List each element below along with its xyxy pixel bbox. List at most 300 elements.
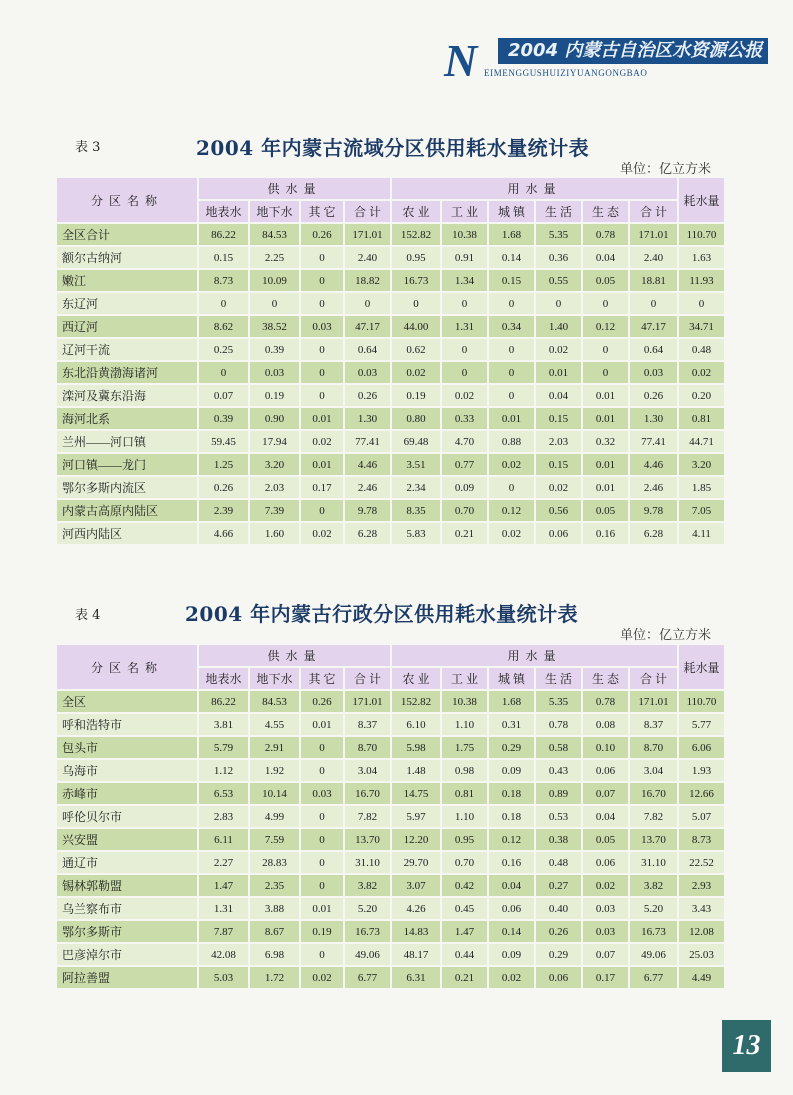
table-cell: 0: [301, 829, 343, 850]
table-cell: 6.11: [199, 829, 248, 850]
table-cell: 0.01: [301, 454, 343, 475]
table-cell: 0.06: [583, 852, 628, 873]
row-name: 通辽市: [57, 852, 197, 873]
row-name: 额尔古纳河: [57, 247, 197, 268]
table-cell: 1.92: [250, 760, 299, 781]
table-cell: 0.58: [536, 737, 581, 758]
table-cell: 0.01: [583, 454, 628, 475]
table-cell: 86.22: [199, 691, 248, 712]
table-cell: 2.93: [679, 875, 724, 896]
table-cell: 0.01: [301, 898, 343, 919]
table-cell: 0.15: [536, 408, 581, 429]
table-cell: 0: [301, 247, 343, 268]
table-cell: 0.03: [583, 921, 628, 942]
column-subheader: 生 态: [583, 668, 628, 689]
table-cell: 14.75: [392, 783, 440, 804]
table-cell: 0: [301, 806, 343, 827]
page-header: [0, 0, 793, 90]
table-cell: 1.25: [199, 454, 248, 475]
table-cell: 44.71: [679, 431, 724, 452]
table-cell: 6.98: [250, 944, 299, 965]
table-cell: 5.77: [679, 714, 724, 735]
table-cell: 1.47: [199, 875, 248, 896]
table-cell: 0.95: [442, 829, 487, 850]
column-header-name: 分区名称: [57, 178, 197, 222]
table-cell: 0.29: [489, 737, 534, 758]
column-subheader: 合 计: [345, 668, 390, 689]
table-cell: 5.35: [536, 224, 581, 245]
table-cell: 69.48: [392, 431, 440, 452]
table-cell: 0.53: [536, 806, 581, 827]
table-cell: 0.03: [583, 898, 628, 919]
column-header-supply: 供水量: [199, 178, 390, 199]
column-subheader: 工 业: [442, 668, 487, 689]
table-cell: 0: [442, 293, 487, 314]
table-cell: 17.94: [250, 431, 299, 452]
table-row: [57, 270, 724, 291]
table-cell: 0.04: [489, 875, 534, 896]
table-cell: 0.19: [301, 921, 343, 942]
table-cell: 0.05: [583, 270, 628, 291]
table-cell: 8.67: [250, 921, 299, 942]
row-name: 全区合计: [57, 224, 197, 245]
table-cell: 16.70: [345, 783, 390, 804]
table-cell: 2.40: [630, 247, 677, 268]
table-cell: 110.70: [679, 224, 724, 245]
table-cell: 4.99: [250, 806, 299, 827]
table-cell: 0.09: [489, 760, 534, 781]
table-cell: 0: [301, 500, 343, 521]
row-name: 巴彦淖尔市: [57, 944, 197, 965]
table-cell: 31.10: [630, 852, 677, 873]
row-name: 河西内陆区: [57, 523, 197, 544]
table-cell: 171.01: [345, 224, 390, 245]
row-name: 赤峰市: [57, 783, 197, 804]
table-row: [57, 293, 724, 314]
column-header-supply: 供水量: [199, 645, 390, 666]
table-cell: 0.43: [536, 760, 581, 781]
table-cell: 3.88: [250, 898, 299, 919]
table-cell: 0.12: [583, 316, 628, 337]
table-cell: 22.52: [679, 852, 724, 873]
table-row: [57, 783, 724, 804]
table-cell: 0.26: [301, 691, 343, 712]
table-cell: 0.02: [442, 385, 487, 406]
table-cell: 0.80: [392, 408, 440, 429]
table-cell: 44.00: [392, 316, 440, 337]
table-cell: 0.48: [536, 852, 581, 873]
table-cell: 3.04: [345, 760, 390, 781]
table-cell: 5.07: [679, 806, 724, 827]
column-header-use: 用水量: [392, 645, 677, 666]
table-cell: 0.02: [489, 454, 534, 475]
row-name: 兴安盟: [57, 829, 197, 850]
row-name: 锡林郭勒盟: [57, 875, 197, 896]
row-name: 呼伦贝尔市: [57, 806, 197, 827]
table-cell: 5.98: [392, 737, 440, 758]
table-cell: 4.46: [345, 454, 390, 475]
column-subheader: 地表水: [199, 201, 248, 222]
table-cell: 2.25: [250, 247, 299, 268]
table-cell: 6.10: [392, 714, 440, 735]
table-cell: 0.91: [442, 247, 487, 268]
table-cell: 2.34: [392, 477, 440, 498]
table-cell: 49.06: [630, 944, 677, 965]
table-cell: 0.78: [583, 224, 628, 245]
table-cell: 0: [536, 293, 581, 314]
table4-title: 2004 年内蒙古行政分区供用耗水量统计表: [185, 602, 579, 626]
table-cell: 0: [489, 477, 534, 498]
table-cell: 0: [679, 293, 724, 314]
table-cell: 6.06: [679, 737, 724, 758]
table-cell: 0: [199, 362, 248, 383]
table-cell: 1.85: [679, 477, 724, 498]
table-row: [57, 362, 724, 383]
column-subheader: 其 它: [301, 201, 343, 222]
table-cell: 171.01: [630, 691, 677, 712]
table-cell: 0.40: [536, 898, 581, 919]
table-row: [57, 944, 724, 965]
table-cell: 3.81: [199, 714, 248, 735]
table-cell: 0.42: [442, 875, 487, 896]
table3-title: 2004 年内蒙古流域分区供用耗水量统计表: [196, 136, 590, 160]
table-cell: 16.73: [345, 921, 390, 942]
table-cell: 0: [301, 760, 343, 781]
table-cell: 0.01: [583, 385, 628, 406]
table-row: [57, 921, 724, 942]
table-cell: 7.05: [679, 500, 724, 521]
table-cell: 9.78: [345, 500, 390, 521]
table-cell: 0.77: [442, 454, 487, 475]
row-name: 乌海市: [57, 760, 197, 781]
table-cell: 0.26: [301, 224, 343, 245]
table-cell: 0.01: [583, 477, 628, 498]
row-name: 鄂尔多斯内流区: [57, 477, 197, 498]
table-cell: 0.08: [583, 714, 628, 735]
row-name: 东北沿黄渤海诸河: [57, 362, 197, 383]
column-header-consume: 耗水量: [679, 178, 724, 222]
table-cell: 0.20: [679, 385, 724, 406]
table-row: [57, 431, 724, 452]
table-cell: 0.01: [489, 408, 534, 429]
table-cell: 0.70: [442, 852, 487, 873]
table-cell: 0.02: [536, 339, 581, 360]
table-cell: 0.27: [536, 875, 581, 896]
table-cell: 0.06: [536, 967, 581, 988]
table-cell: 0: [489, 362, 534, 383]
table-cell: 0.04: [583, 806, 628, 827]
table-cell: 0.02: [679, 362, 724, 383]
table-cell: 2.27: [199, 852, 248, 873]
table-cell: 5.20: [630, 898, 677, 919]
column-subheader: 地下水: [250, 668, 299, 689]
table-cell: 0.16: [489, 852, 534, 873]
table-cell: 0.17: [583, 967, 628, 988]
table3-label: 表 3: [75, 140, 101, 155]
table-cell: 3.82: [345, 875, 390, 896]
column-subheader: 农 业: [392, 668, 440, 689]
table-cell: 86.22: [199, 224, 248, 245]
row-name: 辽河干流: [57, 339, 197, 360]
table-cell: 0.06: [489, 898, 534, 919]
table-cell: 2.03: [536, 431, 581, 452]
table-row: [57, 385, 724, 406]
column-header-use: 用水量: [392, 178, 677, 199]
table-cell: 0.02: [301, 967, 343, 988]
table-cell: 1.10: [442, 806, 487, 827]
table-cell: 0.78: [583, 691, 628, 712]
row-name: 鄂尔多斯市: [57, 921, 197, 942]
table-cell: 2.03: [250, 477, 299, 498]
table-cell: 0.01: [536, 362, 581, 383]
table-cell: 7.82: [345, 806, 390, 827]
row-name: 河口镇——龙门: [57, 454, 197, 475]
table-cell: 1.47: [442, 921, 487, 942]
table-cell: 0.55: [536, 270, 581, 291]
header-row: [57, 178, 724, 199]
table-cell: 12.20: [392, 829, 440, 850]
table-cell: 0.02: [392, 362, 440, 383]
table-cell: 0.21: [442, 523, 487, 544]
table-row: [57, 875, 724, 896]
table-cell: 77.41: [345, 431, 390, 452]
table-cell: 0.39: [199, 408, 248, 429]
table-cell: 84.53: [250, 224, 299, 245]
table-cell: 4.49: [679, 967, 724, 988]
table-cell: 0.04: [536, 385, 581, 406]
table-cell: 77.41: [630, 431, 677, 452]
table-cell: 0.14: [489, 921, 534, 942]
table-cell: 0: [301, 293, 343, 314]
table-cell: 0.62: [392, 339, 440, 360]
table-cell: 7.87: [199, 921, 248, 942]
column-subheader: 农 业: [392, 201, 440, 222]
table-cell: 0.02: [301, 523, 343, 544]
table-cell: 2.39: [199, 500, 248, 521]
table-cell: 3.20: [679, 454, 724, 475]
column-subheader: 城 镇: [489, 668, 534, 689]
table-cell: 13.70: [630, 829, 677, 850]
column-subheader: 地表水: [199, 668, 248, 689]
table-cell: 1.12: [199, 760, 248, 781]
table-cell: 8.70: [630, 737, 677, 758]
table4-label: 表 4: [75, 608, 101, 623]
table-cell: 0.38: [536, 829, 581, 850]
table-cell: 16.73: [392, 270, 440, 291]
table-cell: 0.15: [199, 247, 248, 268]
table-cell: 0.39: [250, 339, 299, 360]
table-cell: 0.34: [489, 316, 534, 337]
table-cell: 3.51: [392, 454, 440, 475]
table-cell: 0: [301, 362, 343, 383]
table-cell: 0: [199, 293, 248, 314]
table-cell: 0.26: [345, 385, 390, 406]
row-name: 乌兰察布市: [57, 898, 197, 919]
table-cell: 38.52: [250, 316, 299, 337]
table-cell: 0.19: [250, 385, 299, 406]
table-cell: 12.66: [679, 783, 724, 804]
table-cell: 5.83: [392, 523, 440, 544]
table-row: [57, 760, 724, 781]
table-cell: 0.02: [536, 477, 581, 498]
table-cell: 1.31: [442, 316, 487, 337]
table-cell: 28.83: [250, 852, 299, 873]
table-cell: 0.04: [583, 247, 628, 268]
table-cell: 4.11: [679, 523, 724, 544]
page-number: 13: [722, 1020, 771, 1072]
table-cell: 0.15: [536, 454, 581, 475]
table-cell: 0: [583, 339, 628, 360]
table-cell: 6.28: [630, 523, 677, 544]
table-cell: 0: [392, 293, 440, 314]
table-cell: 0.45: [442, 898, 487, 919]
table-cell: 3.04: [630, 760, 677, 781]
table-cell: 18.82: [345, 270, 390, 291]
table-cell: 47.17: [630, 316, 677, 337]
table-cell: 0.88: [489, 431, 534, 452]
table-row: [57, 898, 724, 919]
table-cell: 4.46: [630, 454, 677, 475]
table-cell: 3.07: [392, 875, 440, 896]
row-name: 全区: [57, 691, 197, 712]
table-cell: 0.98: [442, 760, 487, 781]
table-cell: 0.17: [301, 477, 343, 498]
table-cell: 0.03: [301, 316, 343, 337]
table-cell: 8.70: [345, 737, 390, 758]
table-cell: 0.31: [489, 714, 534, 735]
column-header-consume: 耗水量: [679, 645, 724, 689]
table-cell: 0.09: [489, 944, 534, 965]
table-cell: 7.59: [250, 829, 299, 850]
table-cell: 6.77: [630, 967, 677, 988]
table-cell: 4.70: [442, 431, 487, 452]
header-row: [57, 645, 724, 666]
column-header-name: 分区名称: [57, 645, 197, 689]
table-cell: 152.82: [392, 691, 440, 712]
table-cell: 31.10: [345, 852, 390, 873]
table-cell: 1.10: [442, 714, 487, 735]
table-cell: 0.12: [489, 500, 534, 521]
table-cell: 84.53: [250, 691, 299, 712]
table-cell: 1.63: [679, 247, 724, 268]
table-cell: 5.35: [536, 691, 581, 712]
column-subheader: 生 活: [536, 668, 581, 689]
table-cell: 6.28: [345, 523, 390, 544]
table-cell: 0.02: [489, 523, 534, 544]
table-cell: 4.26: [392, 898, 440, 919]
table-cell: 0.09: [442, 477, 487, 498]
table-cell: 0.36: [536, 247, 581, 268]
table-row: [57, 967, 724, 988]
table-cell: 59.45: [199, 431, 248, 452]
table-cell: 0.78: [536, 714, 581, 735]
table-cell: 4.66: [199, 523, 248, 544]
row-name: 兰州——河口镇: [57, 431, 197, 452]
table-row: [57, 477, 724, 498]
column-subheader: 合 计: [630, 668, 677, 689]
table-cell: 0: [583, 293, 628, 314]
table-cell: 47.17: [345, 316, 390, 337]
table-cell: 0.03: [345, 362, 390, 383]
table-cell: 10.14: [250, 783, 299, 804]
table-cell: 1.31: [199, 898, 248, 919]
row-name: 海河北系: [57, 408, 197, 429]
table-cell: 2.91: [250, 737, 299, 758]
table-cell: 0.70: [442, 500, 487, 521]
table-cell: 1.68: [489, 224, 534, 245]
table-row: [57, 408, 724, 429]
table-cell: 0.07: [199, 385, 248, 406]
row-name: 东辽河: [57, 293, 197, 314]
table-row: [57, 500, 724, 521]
table-cell: 0.01: [301, 408, 343, 429]
table-cell: 42.08: [199, 944, 248, 965]
table-cell: 0.29: [536, 944, 581, 965]
table-cell: 0.26: [199, 477, 248, 498]
table-cell: 14.83: [392, 921, 440, 942]
table-cell: 13.70: [345, 829, 390, 850]
table-cell: 171.01: [345, 691, 390, 712]
table-cell: 0.81: [679, 408, 724, 429]
table-cell: 0: [250, 293, 299, 314]
table4: [55, 643, 726, 990]
row-name: 内蒙古高原内陆区: [57, 500, 197, 521]
row-name: 滦河及冀东沿海: [57, 385, 197, 406]
table-cell: 0.21: [442, 967, 487, 988]
table-cell: 5.03: [199, 967, 248, 988]
table-cell: 9.78: [630, 500, 677, 521]
table-cell: 0.03: [301, 783, 343, 804]
table-cell: 2.83: [199, 806, 248, 827]
table-cell: 0.03: [630, 362, 677, 383]
table-cell: 0.14: [489, 247, 534, 268]
table-row: [57, 224, 724, 245]
table-cell: 18.81: [630, 270, 677, 291]
header-letter: N: [444, 35, 478, 86]
table-row: [57, 714, 724, 735]
table-cell: 0.05: [583, 829, 628, 850]
table-cell: 8.35: [392, 500, 440, 521]
table-cell: 0.33: [442, 408, 487, 429]
table-cell: 5.20: [345, 898, 390, 919]
table-cell: 0.10: [583, 737, 628, 758]
table-cell: 0.06: [583, 760, 628, 781]
table-cell: 11.93: [679, 270, 724, 291]
table-cell: 0.06: [536, 523, 581, 544]
table-row: [57, 454, 724, 475]
table-cell: 0.02: [489, 967, 534, 988]
table-cell: 1.60: [250, 523, 299, 544]
table-cell: 8.73: [679, 829, 724, 850]
column-subheader: 工 业: [442, 201, 487, 222]
table-cell: 10.09: [250, 270, 299, 291]
row-name: 嫩江: [57, 270, 197, 291]
table-cell: 0.95: [392, 247, 440, 268]
table-cell: 16.70: [630, 783, 677, 804]
table-cell: 1.72: [250, 967, 299, 988]
column-subheader: 其 它: [301, 668, 343, 689]
table-cell: 6.31: [392, 967, 440, 988]
table-cell: 0.25: [199, 339, 248, 360]
row-name: 包头市: [57, 737, 197, 758]
table3-unit: 单位：亿立方米: [620, 162, 712, 177]
table-cell: 0.26: [630, 385, 677, 406]
table-cell: 0.01: [301, 714, 343, 735]
column-subheader: 生 活: [536, 201, 581, 222]
table-cell: 0.02: [301, 431, 343, 452]
table-cell: 0: [442, 339, 487, 360]
table-cell: 6.77: [345, 967, 390, 988]
